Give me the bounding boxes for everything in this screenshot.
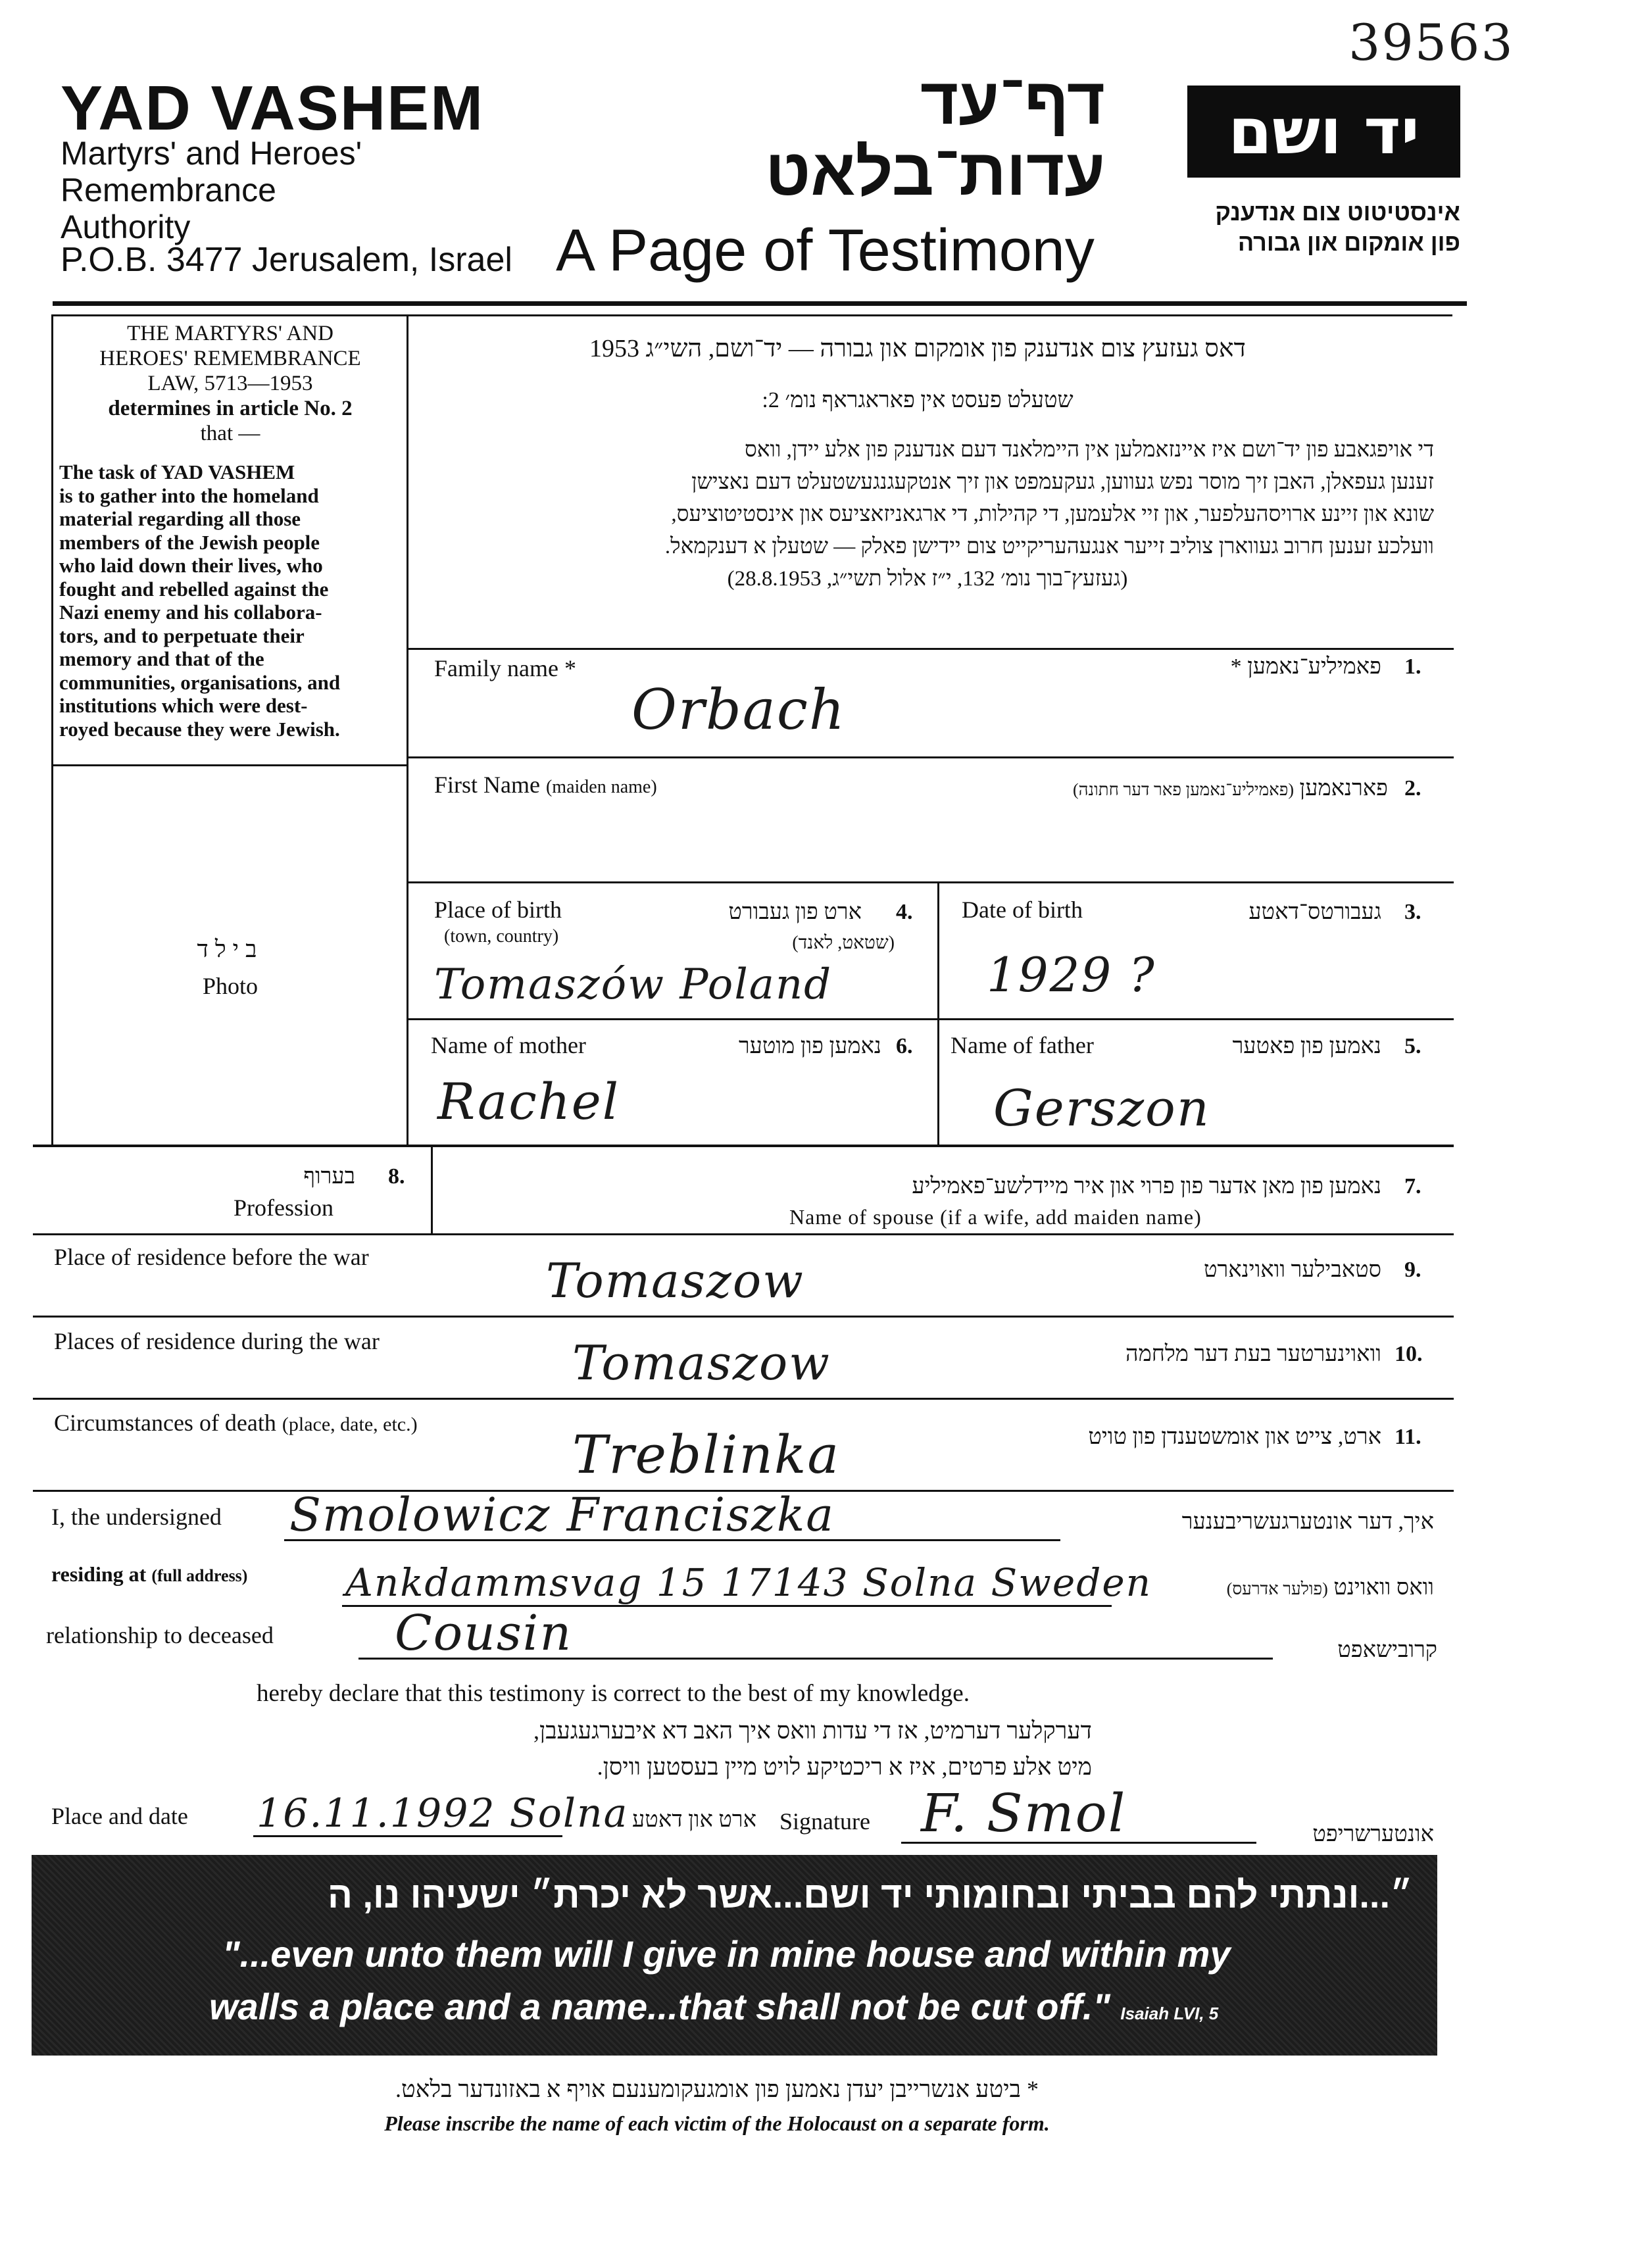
residence-before-war-value[interactable]: Tomaszow bbox=[546, 1253, 804, 1308]
org-description bbox=[61, 135, 362, 245]
field-4-heb: ארט פון געבורט bbox=[728, 900, 862, 924]
law-box-heading bbox=[59, 321, 401, 446]
yiddish-law-line: שונא און זיינע ארויסהעלפער, און זיי אלעמען, די קהילות, די ארגאניזאציעס און אינסטיטוציעס, bbox=[671, 503, 1434, 526]
law-line3: LAW, 5713—1953 bbox=[147, 372, 313, 395]
yiddish-law-line: וועלכע זענען חרוב געווארן צוליב זייער אנגעהעריקייט צום יידישן פאלק — שטעלן א דענקמאל. bbox=[664, 535, 1434, 558]
profession-divider bbox=[431, 1145, 433, 1233]
field-5-label: Name of father bbox=[951, 1032, 1094, 1058]
rule-above-field-5 bbox=[408, 1018, 1454, 1020]
relationship-label: relationship to deceased bbox=[46, 1622, 274, 1648]
declaration-text: hereby declare that this testimony is correct to the best of my knowledge. bbox=[257, 1680, 970, 1707]
field-11-label-small: (place, date, etc.) bbox=[282, 1414, 418, 1435]
field-3-heb: געבורטס־דאטע bbox=[1248, 900, 1381, 924]
field-2-number: 2. bbox=[1404, 776, 1421, 801]
banner-heb: ״...ונתתי להם בביתי ובחומותי יד ושם...אשר לא יכרת״ ישעיהו נו, ה bbox=[328, 1874, 1413, 1915]
org-line1: Martyrs' and Heroes' bbox=[61, 135, 362, 172]
frame-top bbox=[51, 314, 1452, 316]
yiddish-law-subtitle: שטעלט פעסט אין פאראגראף נומ׳ 2: bbox=[762, 388, 1074, 412]
logo-subtitle-line2: פון אומקום און גבורה bbox=[1237, 229, 1460, 256]
org-line3: Authority bbox=[61, 209, 191, 245]
place-date-label: Place and date bbox=[51, 1803, 188, 1829]
field-2-label bbox=[434, 771, 657, 799]
field-5-heb: נאמען פון פאטער bbox=[1232, 1034, 1381, 1058]
field-2-heb-small: (פאמיליע־נאמען פאר דער חתונה) bbox=[1073, 780, 1295, 799]
law-body-line: institutions which were dest- bbox=[59, 694, 308, 717]
org-line2: Remembrance bbox=[61, 172, 276, 209]
photo-label: Photo bbox=[202, 973, 259, 999]
field-9-number: 9. bbox=[1404, 1258, 1421, 1282]
logo-subtitle bbox=[1158, 197, 1460, 258]
field-11-label bbox=[54, 1409, 418, 1437]
field-7-label: Name of spouse (if a wife, add maiden name) bbox=[789, 1205, 1202, 1229]
hebrew-title bbox=[697, 66, 1105, 208]
banner-line2 bbox=[209, 1985, 1218, 2028]
field-11-number: 11. bbox=[1395, 1425, 1421, 1449]
law-line5: that — bbox=[200, 422, 260, 445]
law-body-line: material regarding all those bbox=[59, 507, 301, 530]
field-2-heb bbox=[875, 776, 1388, 801]
logo-subtitle-line1: אינסטיטוט צום אנדענק bbox=[1215, 199, 1460, 226]
field-4-heb-small: (שטאט, לאנד) bbox=[792, 933, 895, 953]
yiddish-law-line: די אויפגאבע פון יד־ושם איז איינזאמלען אין היימלאנד דעם אנדענק פון אלע יידן, וואס bbox=[744, 438, 1434, 462]
field-column-divider bbox=[937, 881, 939, 1145]
field-6-number: 6. bbox=[896, 1034, 913, 1058]
rule-above-field-2 bbox=[408, 756, 1454, 758]
law-body-line: who laid down their lives, who bbox=[59, 554, 323, 577]
mother-name-value[interactable]: Rachel bbox=[437, 1072, 620, 1131]
undersigned-label: I, the undersigned bbox=[51, 1504, 222, 1530]
law-body-line: royed because they were Jewish. bbox=[59, 717, 340, 741]
field-7-number: 7. bbox=[1404, 1174, 1421, 1198]
law-body-line: is to gather into the homeland bbox=[59, 483, 319, 507]
banner-citation: Isaiah LVI, 5 bbox=[1120, 2004, 1219, 2023]
rule-above-field-10 bbox=[33, 1316, 1454, 1318]
field-8-label: Profession bbox=[234, 1195, 333, 1221]
yad-vashem-logo: יד ושם bbox=[1187, 86, 1460, 178]
law-line4: determines in article No. 2 bbox=[108, 397, 353, 420]
undersigned-heb: איך, דער אונטערגעשריבענער bbox=[1181, 1510, 1434, 1534]
field-6-heb: נאמען פון מוטער bbox=[738, 1034, 881, 1058]
footer-heb: * ביטע אנשרייבן יעדן נאמען פון אומגעקומענעם אויף א באזונדער בלאט. bbox=[395, 2076, 1039, 2102]
page-title: A Page of Testimony bbox=[556, 218, 1095, 284]
yiddish-law-citation: (געזעץ־בוך נומ׳ 132, י״ז אלול תשי״ג, 28.8.1953) bbox=[727, 567, 1128, 591]
residing-heb-small: (פולער אדרעס) bbox=[1226, 1579, 1328, 1598]
banner-line1: "...even unto them will I give in mine house and within my bbox=[222, 1933, 1231, 1975]
yiddish-law-line: זענען געפאלן, האבן זיך מוסר נפש געווען, געקעמפט און זיך אנטקעגנגעשטעלט דעם נאצישן bbox=[691, 470, 1434, 494]
photo-heb: בילד bbox=[197, 936, 264, 962]
place-date-heb: ארט און דאטע bbox=[632, 1808, 756, 1832]
law-box-bottom bbox=[51, 764, 407, 766]
field-7-heb: נאמען פון מאן אדער פון פרוי און איר מיידלשע־פאמיליע bbox=[912, 1174, 1381, 1198]
field-4-label: Place of birth bbox=[434, 897, 562, 923]
org-address: P.O.B. 3477 Jerusalem, Israel bbox=[61, 241, 512, 279]
banner-line2-text: walls a place and a name...that shall not be cut off." bbox=[209, 1986, 1110, 2027]
field-8-heb: בערוף bbox=[303, 1164, 355, 1189]
field-9-label: Place of residence before the war bbox=[54, 1244, 369, 1270]
declaration-heb-2: מיט אלע פרטים, איז א ריכטיקע לויט מיין בעסטען וויסן. bbox=[597, 1754, 1092, 1780]
circumstances-of-death-value[interactable]: Treblinka bbox=[572, 1424, 841, 1485]
yiddish-law-body bbox=[421, 434, 1434, 595]
field-3-label: Date of birth bbox=[962, 897, 1083, 923]
field-11-heb: ארט, צייט און אומשטענדן פון טויט bbox=[1088, 1425, 1381, 1449]
field-9-heb: סטאבילער וואוינארט bbox=[1203, 1258, 1381, 1282]
frame-left bbox=[51, 314, 53, 1145]
law-box-body bbox=[59, 460, 401, 741]
field-1-number: 1. bbox=[1404, 654, 1421, 679]
relationship-value[interactable]: Cousin bbox=[395, 1605, 573, 1662]
field-1-label: Family name * bbox=[434, 655, 576, 681]
signature-heb: אונטערשריפט bbox=[1312, 1822, 1434, 1846]
father-name-value[interactable]: Gerszon bbox=[993, 1079, 1210, 1137]
field-4-number: 4. bbox=[896, 900, 913, 924]
signature-label: Signature bbox=[779, 1808, 870, 1835]
law-body-line: The task of YAD VASHEM bbox=[59, 460, 295, 483]
footer-note: Please inscribe the name of each victim of the Holocaust on a separate form. bbox=[384, 2111, 1050, 2135]
signature-value[interactable]: F. Smol bbox=[921, 1783, 1127, 1844]
residing-label-small: (full address) bbox=[151, 1566, 248, 1585]
law-body-line: tors, and to perpetuate their bbox=[59, 624, 305, 647]
residing-label-text: residing at bbox=[51, 1562, 147, 1586]
family-name-value[interactable]: Orbach bbox=[631, 678, 847, 742]
birthplace-value[interactable]: Tomaszów Poland bbox=[434, 960, 833, 1009]
scripture-banner bbox=[32, 1855, 1437, 2056]
field-2-label-small: (maiden name) bbox=[545, 777, 657, 797]
birthdate-value[interactable]: 1929 ? bbox=[987, 947, 1156, 1002]
residence-during-war-value[interactable]: Tomaszow bbox=[572, 1335, 831, 1391]
rule-above-field-3 bbox=[408, 881, 1454, 883]
residing-heb-text: וואס וואוינט bbox=[1333, 1575, 1434, 1600]
field-5-number: 5. bbox=[1404, 1034, 1421, 1058]
field-10-label: Places of residence during the war bbox=[54, 1328, 380, 1354]
hebrew-title-line1: דף־עד bbox=[920, 64, 1105, 138]
hebrew-title-line2: עדות־בלאט bbox=[765, 136, 1105, 209]
header-rule bbox=[53, 301, 1467, 306]
residing-value[interactable]: Ankdammsvag 15 17143 Solna Sweden bbox=[345, 1560, 1152, 1605]
field-2-label-text: First Name bbox=[434, 772, 540, 798]
field-11-label-text: Circumstances of death bbox=[54, 1410, 276, 1436]
org-name: YAD VASHEM bbox=[61, 73, 485, 143]
field-4-label-small: (town, country) bbox=[444, 926, 559, 947]
law-body-line: memory and that of the bbox=[59, 647, 264, 670]
field-3-number: 3. bbox=[1404, 900, 1421, 924]
declaration-heb-1: דערקלער דערמיט, אז די עדות וואס איך האב דא איבערגעגעבן, bbox=[533, 1717, 1092, 1744]
law-body-line: communities, organisations, and bbox=[59, 670, 341, 694]
residing-label bbox=[51, 1562, 247, 1587]
archive-number: 39563 bbox=[1348, 13, 1514, 72]
field-10-heb: וואוינערטער בעת דער מלחמה bbox=[1125, 1342, 1381, 1366]
field-6-label: Name of mother bbox=[431, 1032, 586, 1058]
place-date-value[interactable]: 16.11.1992 Solna bbox=[257, 1790, 629, 1837]
rule-above-field-1 bbox=[408, 648, 1454, 650]
yiddish-law-title: דאס געזעץ צום אנדענק פון אומקום און גבורה — יד־ושם, השי״ג 1953 bbox=[589, 335, 1246, 362]
field-1-heb: פאמיליע־נאמען * bbox=[1230, 654, 1381, 679]
residing-heb bbox=[1112, 1575, 1434, 1600]
rule-above-field-11 bbox=[33, 1398, 1454, 1400]
rule-above-field-7 bbox=[33, 1145, 1454, 1147]
field-2-heb-text: פארנאמען bbox=[1299, 776, 1388, 801]
relationship-heb: קרובישאפט bbox=[1337, 1638, 1437, 1662]
law-line2: HEROES' REMEMBRANCE bbox=[99, 347, 361, 370]
law-line1: THE MARTYRS' AND bbox=[127, 322, 333, 345]
undersigned-value[interactable]: Smolowicz Franciszka bbox=[289, 1488, 835, 1542]
rule-above-field-9 bbox=[33, 1233, 1454, 1235]
field-10-number: 10. bbox=[1395, 1342, 1423, 1366]
law-body-line: members of the Jewish people bbox=[59, 530, 320, 554]
field-8-number: 8. bbox=[388, 1164, 405, 1189]
law-body-line: Nazi enemy and his collabora- bbox=[59, 601, 322, 624]
law-body-line: fought and rebelled against the bbox=[59, 577, 329, 601]
